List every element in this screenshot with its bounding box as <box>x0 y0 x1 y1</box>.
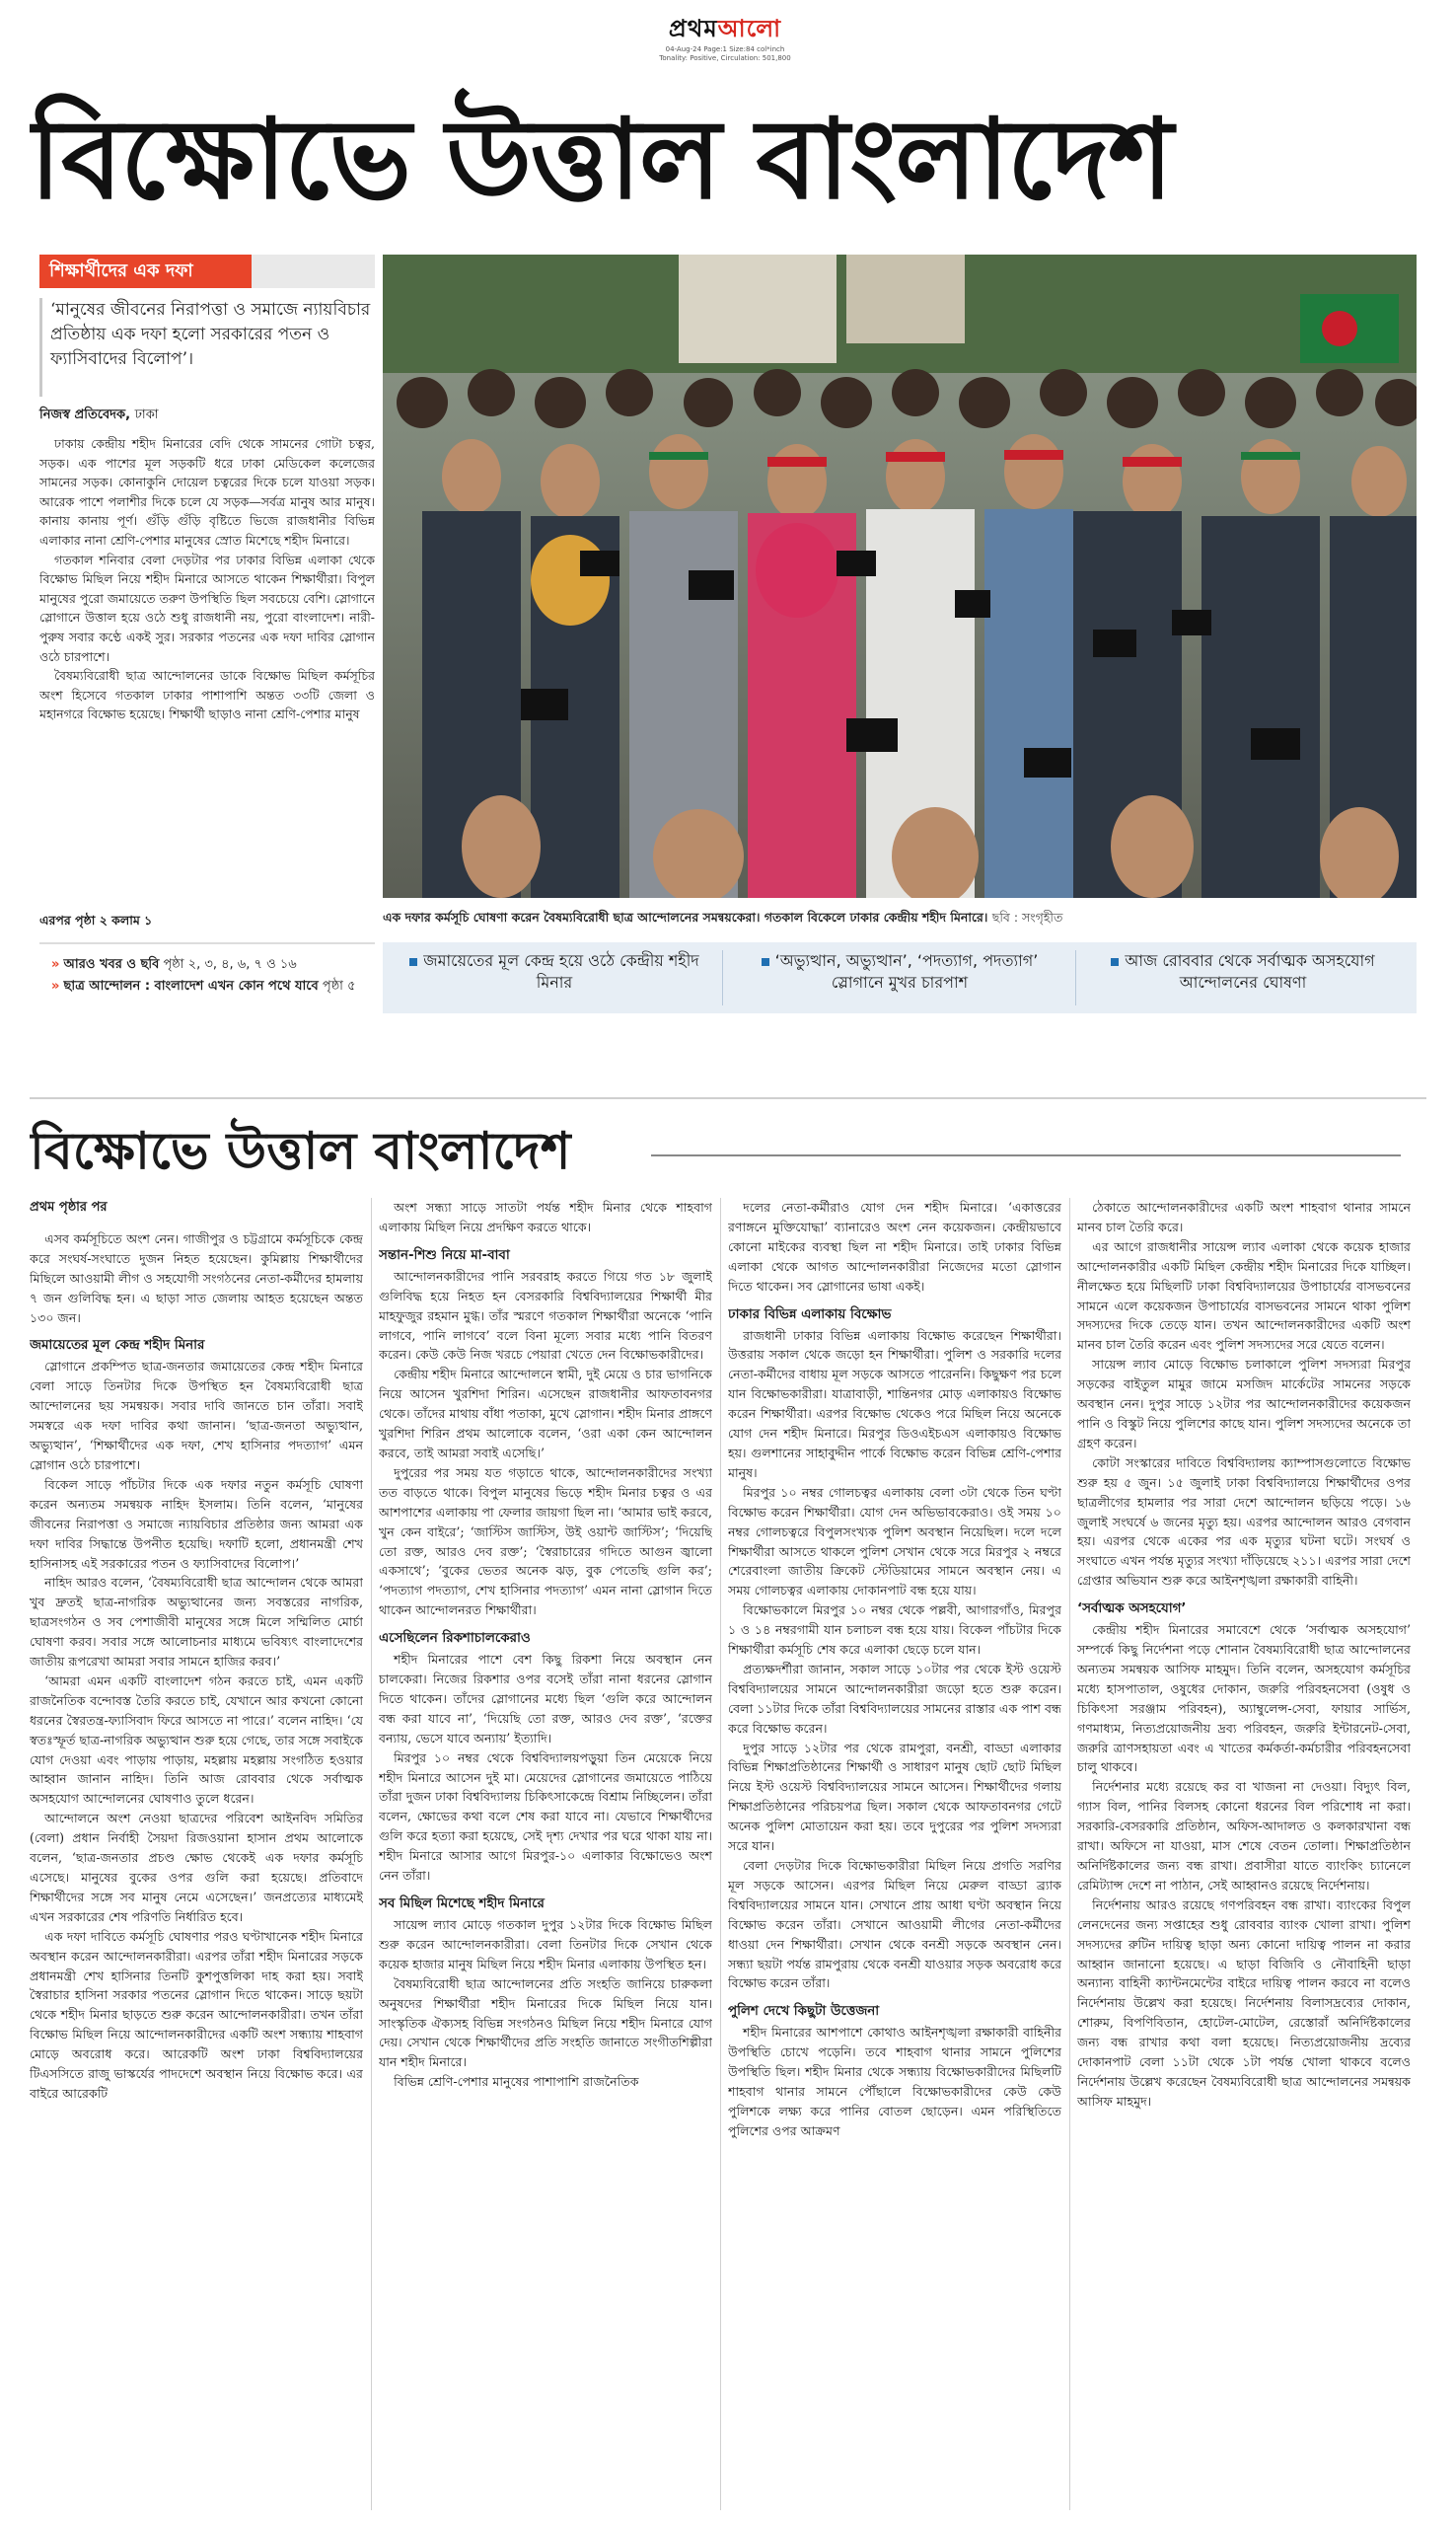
square-bullet-icon <box>409 958 417 966</box>
lead-paragraph: গতকাল শনিবার বেলা দেড়টার পর ঢাকার বিভিন্ন এলাকা থেকে বিক্ষোভ মিছিল নিয়ে শহীদ মিনারে আসতে থাকেন শিক্ষার্থীরা। বিপুল মানুষের পুরো জমায়েতে তরুণ উপস্থিতি ছিল সবচেয়ে বেশি। স্লোগানে স্লোগানে উত্তাল হয়ে ওঠে শুধু রাজধানী নয়, পুরো বাংলাদেশ। নারী-পুরুষ সবার কণ্ঠে একই সুর। সরকার পতনের এক দফা দাবির স্লোগান ওঠে চারপাশে। <box>39 552 375 664</box>
article-paragraph: কোটা সংস্কারের দাবিতে বিশ্ববিদ্যালয় ক্যাম্পাসগুলোতে বিক্ষোভ শুরু হয় ৫ জুন। ১৫ জুলাই ঢাকা বিশ্ববিদ্যালয়ে শিক্ষার্থীদের ওপর ছাত্রলীগের হামলার পর সারা দেশে আন্দোলন ছড়িয়ে পড়ে। ১৬ জুলাই সংঘর্ষে ৬ জনের মৃত্যু হয়। এরপর আন্দোলন আরও বেগবান হয়। এরপর থেকে একের পর এক মৃত্যুর ঘটনা ঘটে। সংঘর্ষ ও সংঘাতে এখন পর্যন্ত মৃত্যুর সংখ্যা দাঁড়িয়েছে ২১১। এরপর সারা দেশে গ্রেপ্তার অভিযান শুরু করে আইনশৃঙ্খলা রক্ষাকারী বাহিনী। <box>1077 1454 1411 1589</box>
article-paragraph: কেন্দ্রীয় শহীদ মিনারে আন্দোলনে স্বামী, দুই মেয়ে ও চার ভাগনিকে নিয়ে আসেন খুরশিদা শিরিন। এসেছেন রাজধানীর আফতাবনগর থেকে। তাঁদের মাথায় বাঁধা পতাকা, মুখে স্লোগান। শহীদ মিনার প্রাঙ্গণে খুরশিদা শিরিন প্রথম আলোকে বলেন, ‘ওরা একা কেন আন্দোলন করবে, তাই আমরা সবাই এসেছি।’ <box>379 1367 712 1460</box>
byline <box>39 405 375 426</box>
highlight-text: জমায়েতের মূল কেন্দ্র হয়ে ওঠে কেন্দ্রীয় শহীদ মিনার <box>423 951 699 992</box>
continued-from-label: প্রথম পৃষ্ঠার পর <box>30 1200 108 1215</box>
more-item-label: আরও খবর ও ছবি <box>63 957 160 972</box>
newspaper-logo <box>631 12 819 45</box>
highlight-divider <box>1075 950 1076 1005</box>
article-paragraph: কেন্দ্রীয় শহীদ মিনারের সমাবেশে থেকে ‘সর্বাত্মক অসহযোগ’ সম্পর্কে কিছু নির্দেশনা পড়ে শোনান বৈষম্যবিরোধী ছাত্র আন্দোলনের অন্যতম সমন্বয়ক আসিফ মাহমুদ। তিনি বলেন, অসহযোগ কর্মসূচির মধ্যে হাসপাতাল, ওষুধের দোকান, জরুরি পরিবহনসেবা (ওষুধ ও চিকিৎসা সরঞ্জাম পরিবহন), অ্যাম্বুলেন্স-সেবা, ফায়ার সার্ভিস, গণমাধ্যম, নিত্যপ্রয়োজনীয় দ্রব্য পরিবহন, জরুরি ইন্টারনেট-সেবা, জরুরি ত্রাণসহায়তা এবং এ খাতের কর্মকর্তা-কর্মচারীর পরিবহনসেবা চালু থাকবে। <box>1077 1622 1411 1775</box>
article-paragraph: আন্দোলনকারীদের পানি সরবরাহ করতে গিয়ে গত ১৮ জুলাই গুলিবিদ্ধ হয়ে নিহত হন বেসরকারি বিশ্ববিদ্যালয়ের শিক্ষার্থী মীর মাহফুজুর রহমান মুগ্ধ। তাঁর স্মরণে গতকাল শিক্ষার্থীরা অনেকে ‘পানি লাগবে, পানি লাগবে’ বলে বিনা মূল্যে সবার মধ্যে পানি বিতরণ করেন। কেউ কেউ নিজ খরচে পেয়ারা খেতে দেন বিক্ষোভকারীদের। <box>379 1268 712 1363</box>
lead-headline: বিক্ষোভে উত্তাল বাংলাদেশ <box>30 96 1172 224</box>
more-item[interactable] <box>51 976 363 998</box>
section-divider <box>30 1097 1426 1099</box>
article-paragraph: বিক্ষোভকালে মিরপুর ১০ নম্বর থেকে পল্লবী, আগারগাঁও, মিরপুর ১ ও ১৪ নম্বরগামী যান চলাচল বন্ধ হয়ে যায়। বিকেল পাঁচটার দিকে শিক্ষার্থীরা কর্মসূচি শেষ করে এলাকা ছেড়ে চলে যান। <box>728 1602 1061 1658</box>
article-paragraph: ঠেকাতে আন্দোলনকারীদের একটি অংশ শাহবাগ থানার সামনে মানব চাল তৈরি করে। <box>1077 1200 1411 1234</box>
article-paragraph: শহীদ মিনারের পাশে বেশ কিছু রিকশা নিয়ে অবস্থান নেন চালকেরা। নিজের রিকশার ওপর বসেই তাঁরা নানা ধরনের স্লোগান দিতে থাকেন। তাঁদের স্লোগানের মধ্যে ছিল ‘গুলি করে আন্দোলন বন্ধ করা যাবে না’, ‘দিয়েছি তো রক্ত, আরও দেব রক্ত’, ‘রক্তের বন্যায়, ভেসে যাবে অন্যায়’ ইত্যাদি। <box>379 1652 712 1746</box>
caption-text: এক দফার কর্মসূচি ঘোষণা করেন বৈষম্যবিরোধী ছাত্র আন্দোলনের সমন্বয়কেরা। গতকাল বিকেলে ঢাকার কেন্দ্রীয় শহীদ মিনারে। <box>383 910 988 925</box>
byline-author: নিজস্ব প্রতিবেদক, <box>39 408 131 422</box>
subheading: ঢাকার বিভিন্ন এলাকায় বিক্ষোভ <box>728 1306 892 1322</box>
article-paragraph: নির্দেশনার মধ্যে রয়েছে কর বা খাজনা না দেওয়া। বিদ্যুৎ বিল, গ্যাস বিল, পানির বিলসহ কোনো ধরনের বিল পরিশোধ না করা। সরকারি-বেসরকারি প্রতিষ্ঠান, অফিস-আদালত ও কলকারখানা বন্ধ রাখা। অফিসে না যাওয়া, মাস শেষে বেতন তোলা। শিক্ষাপ্রতিষ্ঠান অনির্দিষ্টকালের জন্য বন্ধ রাখা। প্রবাসীরা যাতে ব্যাংকিং চ্যানেলে রেমিট্যান্স দেশে না পাঠান, সেই আহ্বানও রয়েছে নির্দেশনায়। <box>1077 1779 1411 1893</box>
section-tag: শিক্ষার্থীদের এক দফা <box>39 255 252 288</box>
article-paragraph: বৈষম্যবিরোধী ছাত্র আন্দোলনের প্রতি সংহতি জানিয়ে চারুকলা অনুষদের শিক্ষার্থীরা শহীদ মিনারের দিকে মিছিল নিয়ে যান। সাংস্কৃতিক ঐক্যসহ বিভিন্ন সংগঠনও মিছিল নিয়ে শহীদ মিনারে যোগ দেয়। সেখান থেকে শিক্ষার্থীদের প্রতি সংহতি জানাতে সংগীতশিল্পীরা যান শহীদ মিনারে। <box>379 1975 712 2070</box>
article-paragraph: বিকেল সাড়ে পাঁচটার দিকে এক দফার নতুন কর্মসূচি ঘোষণা করেন অন্যতম সমন্বয়ক নাহিদ ইসলাম। তিনি বলেন, ‘মানুষের জীবনের নিরাপত্তা ও সমাজে ন্যায়বিচার প্রতিষ্ঠার জন্য আমরা এক দফা দাবির সিদ্ধান্তে উপনীত হয়েছি। দফাটি হলো, প্রধানমন্ত্রী শেখ হাসিনাসহ এই সরকারের পতন ও ফ্যাসিবাদের বিলোপ।’ <box>30 1476 363 1571</box>
square-bullet-icon <box>762 958 769 966</box>
double-chevron-right-icon: » <box>51 957 60 972</box>
article-paragraph: বিভিন্ন শ্রেণি-পেশার মানুষের পাশাপাশি রাজনৈতিক <box>394 2074 639 2090</box>
article-paragraph: শহীদ মিনারের আশপাশে কোথাও আইনশৃঙ্খলা রক্ষাকারী বাহিনীর উপস্থিতি চোখে পড়েনি। তবে শাহবাগ থানার সামনে পুলিশের উপস্থিতি ছিল। শহীদ মিনার থেকে সন্ধ্যায় বিক্ষোভকারীদের মিছিলটি শাহবাগ থানার সামনে পৌঁছালে বিক্ষোভকারীদের কেউ কেউ পুলিশকে লক্ষ্য করে পানির বোতল ছোড়েন। এমন পরিস্থিতিতে পুলিশের ওপর আক্রমণ <box>728 2025 1061 2138</box>
article-paragraph: অংশ সন্ধ্যা সাড়ে সাতটা পর্যন্ত শহীদ মিনার থেকে শাহবাগ এলাকায় মিছিল নিয়ে প্রদক্ষিণ করতে থাকে। <box>379 1200 712 1234</box>
subheading: সন্তান-শিশু নিয়ে মা-বাবা <box>379 1247 510 1263</box>
inner-headline: বিক্ষোভে উত্তাল বাংলাদেশ <box>30 1122 571 1181</box>
logo-right-text: আলো <box>717 14 782 42</box>
logo-left-text: প্রথম <box>668 14 718 42</box>
article-paragraph: প্রত্যক্ষদর্শীরা জানান, সকাল সাড়ে ১০টার পর থেকে ইস্ট ওয়েস্ট বিশ্ববিদ্যালয়ের সামনে আন্দোলনকারীরা জড়ো হতে শুরু করেন। বেলা ১১টার দিকে তাঁরা বিশ্ববিদ্যালয়ের সামনের রাস্তার এক পাশ বন্ধ করে বিক্ষোভ করেন। <box>728 1661 1061 1736</box>
byline-place: ঢাকা <box>134 408 159 422</box>
subheading: এসেছিলেন রিকশাচালকেরাও <box>379 1631 531 1647</box>
highlight-divider <box>722 950 723 1005</box>
inner-headline-rule <box>651 1154 1401 1156</box>
clip-meta-line-1: 04-Aug-24 Page:1 Size:84 col*inch <box>665 45 785 53</box>
continued-jump: এরপর পৃষ্ঠা ২ কলাম ১ <box>39 913 153 928</box>
article-paragraph: বেলা দেড়টার দিকে বিক্ষোভকারীরা মিছিল নিয়ে প্রগতি সরণির মূল সড়কে আসেন। এরপর মিছিল নিয়ে মেরুল বাড্ডা ব্র্যাক বিশ্ববিদ্যালয়ের সামনে যান। সেখানে প্রায় আধা ঘণ্টা অবস্থান নিয়ে বিক্ষোভ করেন তাঁরা। সেখানে আওয়ামী লীগের নেতা-কর্মীদের ধাওয়া দেন শিক্ষার্থীরা। সেখান থেকে বনশ্রী সড়কে অবস্থান নেন। সন্ধ্যা ছয়টা পর্যন্ত রামপুরায় থেকে বনশ্রী যাওয়ার সড়ক অবরোধ করে বিক্ষোভ করেন তাঁরা। <box>728 1858 1061 1991</box>
lead-paragraph: ঢাকায় কেন্দ্রীয় শহীদ মিনারের বেদি থেকে সামনের গোটা চত্বর, সড়ক। এক পাশের মূল সড়কটি ধরে ঢাকা মেডিকেল কলেজের সামনের সড়ক। কোনাকুনি দোয়েল চত্বরের দিকে চলে যাওয়া সড়ক। আরেক পাশে পলাশীর দিকে চলে যে সড়ক—সর্বত্র মানুষ আর মানুষ। কানায় কানায় পূর্ণ। গুঁড়ি গুঁড়ি বৃষ্টিতে ভিজে রাজধানীর বিভিন্ন এলাকার নানা শ্রেণি-পেশার মানুষের স্রোত মিশেছে শহীদ মিনারে। <box>39 436 375 548</box>
more-item[interactable] <box>51 954 363 976</box>
article-column-3 <box>728 1198 1061 2520</box>
highlight-text: ‘অভ্যুত্থান, অভ্যুত্থান’, ‘পদত্যাগ, পদত্যাগ’ স্লোগানে মুখর চারপাশ <box>774 951 1039 992</box>
article-paragraph: আন্দোলনে অংশ নেওয়া ছাত্রদের পরিবেশ আইনবিদ সমিতির (বেলা) প্রধান নির্বাহী সৈয়দা রিজওয়ানা হাসান প্রথম আলোকে বলেন, ‘ছাত্র-জনতার প্রচণ্ড ক্ষোভ থেকেই এক দফার কর্মসূচি এসেছে। মানুষের বুকের ওপর গুলি করা হয়েছে। প্রতিবাদে শিক্ষার্থীদের সঙ্গে সব মানুষ নেমে এসেছেন।’ জনপ্রত্যের মাধ্যমেই এখন সরকারের শেষ পরিণতি নির্ধারিত হবে। <box>30 1811 363 1924</box>
more-item-pages: পৃষ্ঠা ৫ <box>322 979 356 994</box>
column-rule <box>720 1198 721 2510</box>
article-paragraph: এর আগে রাজধানীর সায়েন্স ল্যাব এলাকা থেকে কয়েক হাজার আন্দোলনকারীর একটি মিছিল কেন্দ্রীয় শহীদ মিনারের দিকে যাচ্ছিল। নীলক্ষেত হয়ে মিছিলটি ঢাকা বিশ্ববিদ্যালয়ের উপাচার্যের বাসভবনের সামনে এলে কয়েকজন উপাচার্যের বাসভবনের সামনে থাকা পুলিশ সদস্যদের দিকে তেড়ে যান। তখন আন্দোলনকারীদের একটি অংশ মানব চাল তৈরি করেন এবং পুলিশ সদস্যদের সরে যেতে বলেন। <box>1077 1238 1411 1353</box>
article-paragraph: নির্দেশনায় আরও রয়েছে গণপরিবহন বন্ধ রাখা। ব্যাংকের বিপুল লেনদেনের জন্য সপ্তাহের শুধু রোববার ব্যাংক খোলা রাখা। পুলিশ সদস্যদের রুটিন দায়িত্ব ছাড়া অন্য কোনো দায়িত্ব পালন না করার আহ্বান জানানো হয়েছে। এ ছাড়া বিজিবি ও নৌবাহিনী ছাড়া অন্যান্য বাহিনী ক্যান্টনমেন্টের বাইরে দায়িত্ব পালন করবে না বলেও নির্দেশনায় উল্লেখ করা হয়েছে। নির্দেশনায় বিলাসদ্রব্যের দোকান, শোরুম, বিপণিবিতান, হোটেল-মোটেল, রেস্তোরাঁ অনির্দিষ্টকালের জন্য বন্ধ রাখার কথা বলা হয়েছে। নিত্যপ্রয়োজনীয় দ্রব্যের দোকানপাট বেলা ১১টা থেকে ১টা পর্যন্ত খোলা থাকবে বলেও নির্দেশনায় উল্লেখ করেছেন বৈষম্যবিরোধী ছাত্র আন্দোলনের সমন্বয়ক আসিফ মাহমুদ। <box>1077 1896 1411 2109</box>
subheading: সব মিছিল মিশেছে শহীদ মিনারে <box>379 1896 545 1911</box>
highlight-item <box>1095 950 1391 1007</box>
protest-photo-illustration <box>383 255 1417 898</box>
pull-quote: ‘মানুষের জীবনের নিরাপত্তা ও সমাজে ন্যায়বিচার প্রতিষ্ঠায় এক দফা হলো সরকারের পতন ও ফ্যাসিবাদের বিলোপ’। <box>39 298 375 397</box>
caption-credit: ছবি : সংগৃহীত <box>991 910 1063 925</box>
more-item-pages: পৃষ্ঠা ২, ৩, ৪, ৬, ৭ ও ১৬ <box>163 957 297 972</box>
protest-photo <box>383 255 1417 898</box>
subheading: জমায়েতের মূল কেন্দ্র শহীদ মিনার <box>30 1338 205 1354</box>
article-paragraph: এক দফা দাবিতে কর্মসূচি ঘোষণার পরও ঘণ্টাখানেক শহীদ মিনারে অবস্থান করেন আন্দোলনকারীরা। এরপর তাঁরা শহীদ মিনারের সড়কে প্রধানমন্ত্রী শেখ হাসিনার তিনটি কুশপুত্তলিকা দাহ করা হয়। সবাই স্বৈরাচার হাসিনা সরকার পতনের স্লোগান দিতে থাকেন। সাড়ে ছয়টা থেকে শহীদ মিনার ছাড়তে শুরু করেন আন্দোলনকারীরা। তখন তাঁরা বিক্ষোভ মিছিল নিয়ে আন্দোলনকারীদের একটি অংশ সন্ধ্যায় শাহবাগ মোড়ে অবরোধ করে। আরেকটি অংশ ঢাকা বিশ্ববিদ্যালয়ের টিএসসিতে রাজু ভাস্কর্যের পাদদেশে অবস্থান নিয়ে বিক্ষোভ করে। এর বাইরে আরেকটি <box>30 1928 363 2101</box>
article-paragraph: সায়েন্স ল্যাব মোড়ে বিক্ষোভ চলাকালে পুলিশ সদস্যরা মিরপুর সড়কের বাইতুল মামুর জামে মসজিদ মার্কেটের সামনের সড়কে অবস্থান নেন। দুপুর সাড়ে ১২টার পর আন্দোলনকারীদের কয়েকজন পানি ও বিস্কুট নিয়ে পুলিশের কাছে যান। পুলিশ সদস্যদের অনেকে তা গ্রহণ করেন। <box>1077 1357 1411 1450</box>
highlight-text: আজ রোববার থেকে সর্বাত্মক অসহযোগ আন্দোলনের ঘোষণা <box>1125 951 1375 992</box>
highlight-item <box>744 950 1056 1007</box>
highlight-item <box>406 950 702 1007</box>
highlights-strip <box>383 942 1417 1013</box>
section-tag-strip <box>252 255 375 288</box>
article-paragraph: রাজধানী ঢাকার বিভিন্ন এলাকায় বিক্ষোভ করেছেন শিক্ষার্থীরা। উত্তরায় সকাল থেকে জড়ো হন শিক্ষার্থীরা। পুলিশ ও সরকারি দলের নেতা-কর্মীদের বাধায় মূল সড়কে আসতে পারেননি। কিছুক্ষণ পর চলে যান বিক্ষোভকারীরা। যাত্রাবাড়ী, শান্তিনগর মোড় এলাকায়ও বিক্ষোভ করেন শিক্ষার্থীরা। এরপর বিক্ষোভ থেকেও পরে মিছিল নিয়ে অনেকে যোগ দেন শহীদ মিনারে। মিরপুর ডিওএইচএস এলাকায়ও বিক্ষোভ হয়। গুলশানের সাহাবুদ্দীন পার্কে বিক্ষোভ করেন বিভিন্ন শ্রেণি-পেশার মানুষ। <box>728 1327 1061 1480</box>
more-coverage-box <box>39 942 375 1061</box>
column-rule <box>1069 1198 1070 2510</box>
subheading: ‘সর্বাত্মক অসহযোগ’ <box>1077 1601 1187 1617</box>
article-paragraph: দুপুর সাড়ে ১২টার পর থেকে রামপুরা, বনশ্রী, বাড্ডা এলাকার বিভিন্ন শিক্ষাপ্রতিষ্ঠানের শিক্ষার্থী ও সাধারণ মানুষ ছোট ছোট মিছিল নিয়ে ইস্ট ওয়েস্ট বিশ্ববিদ্যালয়ের সামনে আসেন। শিক্ষার্থীদের গলায় শিক্ষাপ্রতিষ্ঠানের পরিচয়পত্র ছিল। সকাল থেকে আফতাবনগর গেটে অনেক পুলিশ মোতায়েন করা হয়। তবে দুপুরের পর পুলিশ সদস্যরা সরে যান। <box>728 1740 1061 1854</box>
square-bullet-icon <box>1111 958 1119 966</box>
article-paragraph: এসব কর্মসূচিতে অংশ নেন। গাজীপুর ও চট্টগ্রামে কর্মসূচিকে কেন্দ্র করে সংঘর্ষ-সংঘাতে দুজন নিহত হয়েছেন। কুমিল্লায় শিক্ষার্থীদের মিছিলে আওয়ামী লীগ ও সহযোগী সংগঠনের নেতা-কর্মীদের হামলায় ৭ জন গুলিবিদ্ধ হন। এ ছাড়া সাত জেলায় আহত হয়েছেন অন্তত ১৩০ জন। <box>30 1230 363 1325</box>
lead-paragraph: বৈষম্যবিরোধী ছাত্র আন্দোলনের ডাকে বিক্ষোভ মিছিল কর্মসূচির অংশ হিসেবে গতকাল ঢাকার পাশাপাশি অন্তত ৩৩টি জেলা ও মহানগরে বিক্ষোভ হয়েছে। শিক্ষার্থী ছাড়াও নানা শ্রেণি-পেশার মানুষ <box>39 668 375 722</box>
article-paragraph: নাহিদ আরও বলেন, ‘বৈষম্যবিরোধী ছাত্র আন্দোলন থেকে আমরা খুব দ্রুতই ছাত্র-নাগরিক অভ্যুত্থানের জন্য সবস্তরের নাগরিক, ছাত্রসংগঠন ও সব পেশাজীবী মানুষের সঙ্গে মিলে সম্মিলিত মোর্চা ঘোষণা করব। সবার সঙ্গে আলোচনার মাধ্যমে ভবিষ্যৎ বাংলাদেশের জাতীয় রূপরেখা আমরা সবার সামনে হাজির করব।’ <box>30 1575 363 1670</box>
clip-meta-line-2: Tonality: Positive, Circulation: 501,800 <box>659 54 791 62</box>
article-paragraph: দলের নেতা-কর্মীরাও যোগ দেন শহীদ মিনারে। ‘একাত্তরের রণাঙ্গনে মুক্তিযোদ্ধা’ ব্যানারেও অংশ নেন কয়েকজন। কেন্দ্রীয়ভাবে কোনো মাইকের ব্যবস্থা ছিল না শহীদ মিনারে। তাই ঢাকার বিভিন্ন এলাকা থেকে আগত আন্দোলনকারীরা নিজেদের মতো স্লোগান দিতে থাকেন। সব স্লোগানের ভাষা একই। <box>728 1200 1061 1294</box>
masthead <box>0 0 1456 69</box>
article-paragraph: সায়েন্স ল্যাব মোড়ে গতকাল দুপুর ১২টার দিকে বিক্ষোভ মিছিল শুরু করেন আন্দোলনকারীরা। বেলা তিনটার দিকে সেখান থেকে কয়েক হাজার মানুষ মিছিল নিয়ে শহীদ মিনার এলাকায় উপস্থিত হন। <box>379 1917 712 1971</box>
lead-body <box>39 434 375 908</box>
double-chevron-right-icon: » <box>51 979 60 994</box>
article-paragraph: মিরপুর ১০ নম্বর থেকে বিশ্ববিদ্যালয়পড়ুয়া তিন মেয়েকে নিয়ে শহীদ মিনারে আসেন দুই মা। মেয়েদের স্লোগানের জমায়েতে পাঠিয়ে তাঁরা দুজন ঢাকা বিশ্ববিদ্যালয় চিকিৎসাকেন্দ্রে বিশ্রাম নিচ্ছিলেন। তাঁরা বলেন, ক্ষোভের কথা বলে শেষ করা যাবে না। যেভাবে শিক্ষার্থীদের গুলি করে হত্যা করা হয়েছে, সেই দৃশ্য দেখার পর ঘরে থাকা যায় না। শহীদ মিনারে আসার আগে মিরপুর-১০ এলাকার বিক্ষোভেও অংশ নেন তাঁরা। <box>379 1749 712 1884</box>
photo-caption <box>383 906 1417 929</box>
article-column-1 <box>30 1198 363 2520</box>
article-paragraph: মিরপুর ১০ নম্বর গোলচত্বর এলাকায় বেলা ৩টা থেকে তিন ঘণ্টা বিক্ষোভ করেন শিক্ষার্থীরা। যোগ দেন অভিভাবকেরাও। ওই সময় ১০ নম্বর গোলচত্বরে বিপুলসংখ্যক পুলিশ অবস্থান নিয়েছিল। দলে দলে শিক্ষার্থীরা আসতে থাকলে পুলিশ সেখান থেকে সরে মিরপুর ২ নম্বরে শেরেবাংলা জাতীয় ক্রিকেট স্টেডিয়ামের সামনে অবস্থান নেয়। এ সময় গোলচত্বর এলাকায় দোকানপাট বন্ধ হয়ে যায়। <box>728 1484 1061 1598</box>
article-paragraph: স্লোগানে প্রকম্পিত ছাত্র-জনতার জমায়েতের কেন্দ্র শহীদ মিনারে বেলা সাড়ে তিনটার দিকে উপস্থিত হন বৈষম্যবিরোধী ছাত্র আন্দোলনের ছয় সমন্বয়ক। সবার দাবি জানতে চান তাঁরা। সবাই সমস্বরে এক দফা দাবির কথা জানান। ‘ছাত্র-জনতা অভ্যুত্থান, অভ্যুত্থান’, ‘শিক্ষার্থীদের এক দফা, শেখ হাসিনার পদত্যাগ’ এমন স্লোগান ওঠে চারপাশে। <box>30 1359 363 1472</box>
clip-metadata <box>631 45 819 63</box>
article-column-4 <box>1077 1198 1411 2520</box>
article-column-2 <box>379 1198 712 2520</box>
subheading: পুলিশ দেখে কিছুটা উত্তেজনা <box>728 2004 880 2020</box>
article-paragraph: দুপুরের পর সময় যত গড়াতে থাকে, আন্দোলনকারীদের সংখ্যা তত বাড়তে থাকে। বিপুল মানুষের ভিড়ে শহীদ মিনার চত্বর ও এর আশপাশের এলাকায় পা ফেলার জায়গা ছিল না। ‘আমার ভাই করবে, খুন কেন বাইরে’; ‘জাস্টিস জাস্টিস, উই ওয়ান্ট জাস্টিস’; ‘দিয়েছি তো রক্ত, আরও দেব রক্ত’; ‘স্বৈরাচারের গদিতে আগুন জ্বালো একসাথে’; ‘বুকের ভেতর অনেক ঝড়, বুক পেতেছি গুলি কর’; ‘পদত্যাগ পদত্যাগ, শেখ হাসিনার পদত্যাগ’ এমন নানা স্লোগান দিতে থাকেন আন্দোলনরত শিক্ষার্থীরা। <box>379 1464 712 1618</box>
column-rule <box>371 1198 372 2510</box>
more-item-label: ছাত্র আন্দোলন : বাংলাদেশ এখন কোন পথে যাবে <box>63 979 319 994</box>
article-paragraph: ‘আমরা এমন একটি বাংলাদেশ গঠন করতে চাই, এমন একটি রাজনৈতিক বন্দোবস্ত তৈরি করতে চাই, যেখানে আর কখনো কোনো ধরনের স্বৈরতন্ত্র-ফ্যাসিবাদ ফিরে আসতে না পারে।’ বলেন নাহিদ। ‘যে স্বতঃস্ফূর্ত ছাত্র-নাগরিক অভ্যুত্থান শুরু হয়ে গেছে, তার সঙ্গে সবাইকে যোগ দেওয়া এবং পাড়ায় পাড়ায়, মহল্লায় মহল্লায় সংগঠিত হওয়ার আহ্বান জানান নাহিদ। তিনি আজ রোববার থেকে সর্বাত্মক অসহযোগ আন্দোলনের ঘোষণাও তুলে ধরেন। <box>30 1672 363 1807</box>
